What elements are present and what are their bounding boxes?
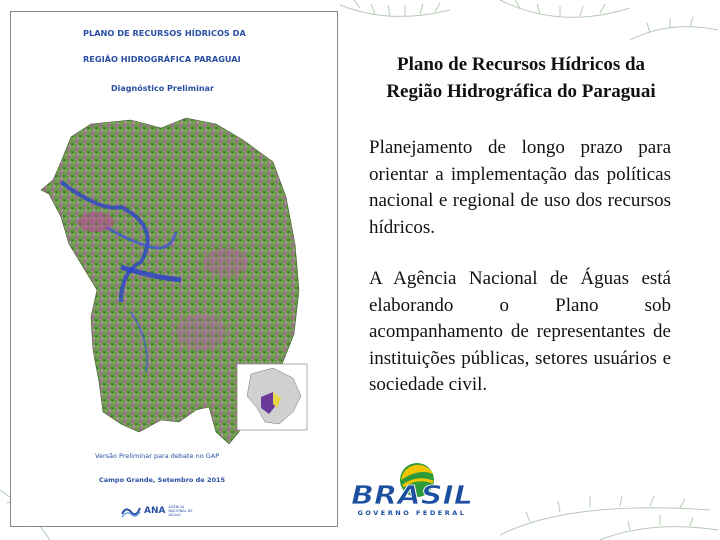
cover-footer-date: Campo Grande, Setembro de 2015 [99,476,226,484]
governo-federal-text: GOVERNO FEDERAL [357,509,467,517]
slide-title [352,51,690,105]
cover-title-line2: REGIÃO HIDROGRÁFICA PARAGUAI [83,54,241,64]
slide-paragraph-2: A Agência Nacional de Águas está elaborando o Plano sob acompanhamento de representantes de instituições públicas, setores usuários e sociedade civil. [369,268,671,395]
ana-wave-icon [121,504,141,518]
ana-logo-text: ANA [144,506,166,516]
ana-logo [121,504,196,518]
slide-title-line2: Região Hidrográfica do Paraguai [386,81,656,102]
ana-logo-subtext: AGÊNCIA NACIONAL DE ÁGUAS [168,505,193,517]
decorative-frond-top [330,0,720,50]
decorative-frond-bottom [480,440,720,540]
basin-satellite-map [11,12,338,527]
report-cover [10,11,338,527]
cover-subtitle: Diagnóstico Preliminar [111,84,214,93]
slide-title-line1: Plano de Recursos Hídricos da [396,54,646,75]
brasil-logo-text: BRASIL [351,481,473,511]
brasil-governo-federal-logo [345,458,480,518]
slide-paragraph-1: Planejamento de longo prazo para orientar a implementação das políticas nacional e regional de uso dos recursos hídricos. [369,137,671,238]
cover-title-line1: PLANO DE RECURSOS HÍDRICOS DA [83,28,246,38]
cover-footer-version: Versão Preliminar para debate no GAP [95,452,220,460]
